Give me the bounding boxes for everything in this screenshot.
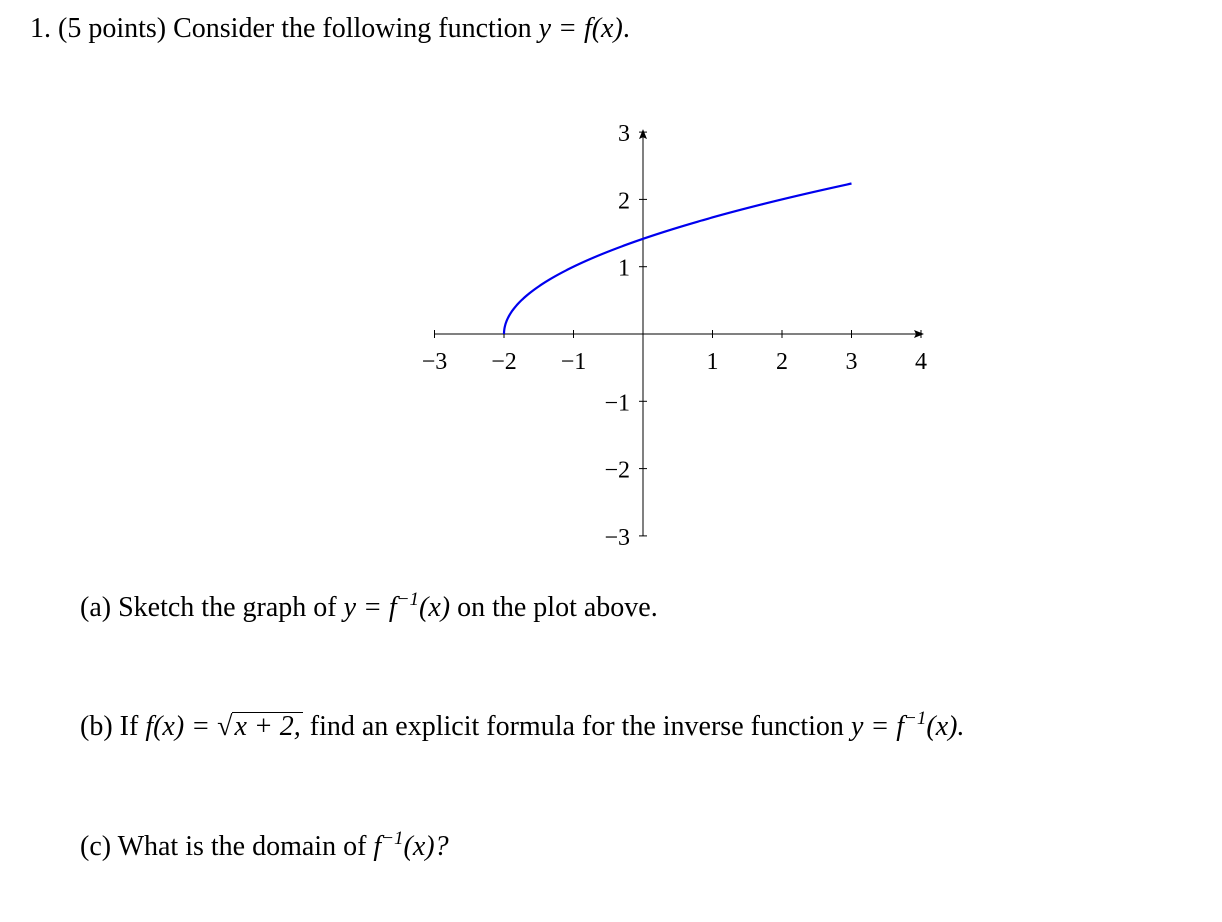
part-a-expr: $y = f^{-1}(x)$: [343, 589, 451, 623]
square-root-expression: [217, 710, 303, 744]
radical-sign: √: [217, 711, 233, 742]
radicand: x + 2,: [234, 711, 301, 742]
x-tick-label: −1: [560, 349, 587, 375]
part-b-text-mid: find an explicit formula for the inverse function: [309, 711, 844, 742]
problem-intro: Consider the following function: [173, 13, 532, 44]
problem-function: y = f(x): [538, 13, 623, 44]
part-a-label: (a): [80, 592, 112, 623]
y-tick-label: −3: [604, 524, 630, 551]
part-c-label: (c): [80, 831, 112, 862]
part-a-tail: on the plot above.: [457, 592, 658, 623]
part-b-expr: $y = f^{-1}(x)$.: [850, 708, 965, 742]
part-b: [80, 710, 964, 744]
part-c-expr: $f^{-1}(x)$?: [373, 828, 449, 862]
x-tick-label: 3: [845, 349, 858, 375]
problem-number: 1.: [30, 13, 51, 44]
x-tick-label: 2: [776, 349, 788, 375]
x-tick-label: −3: [421, 349, 448, 375]
problem-header: 1. (5 points) Consider the following function y = f(x).: [30, 13, 630, 44]
y-tick-label: 2: [618, 188, 630, 215]
x-tick-label: 1: [706, 349, 719, 375]
part-b-label: (b): [80, 711, 113, 742]
y-tick-label: 3: [618, 121, 630, 148]
part-b-fx: f(x) =: [145, 711, 211, 742]
problem-points: (5 points): [58, 13, 167, 44]
part-a: [80, 591, 658, 625]
part-a-text: Sketch the graph of: [118, 592, 337, 623]
x-tick-label: 4: [915, 349, 927, 375]
function-curve: [504, 184, 852, 334]
part-b-text-start: If: [119, 711, 139, 742]
x-tick-label: −2: [491, 349, 517, 375]
y-tick-label: 1: [618, 255, 630, 282]
y-tick-label: −2: [604, 457, 630, 484]
part-c-text: What is the domain of: [117, 831, 367, 862]
y-tick-label: −1: [604, 390, 630, 417]
part-c: [80, 830, 449, 864]
